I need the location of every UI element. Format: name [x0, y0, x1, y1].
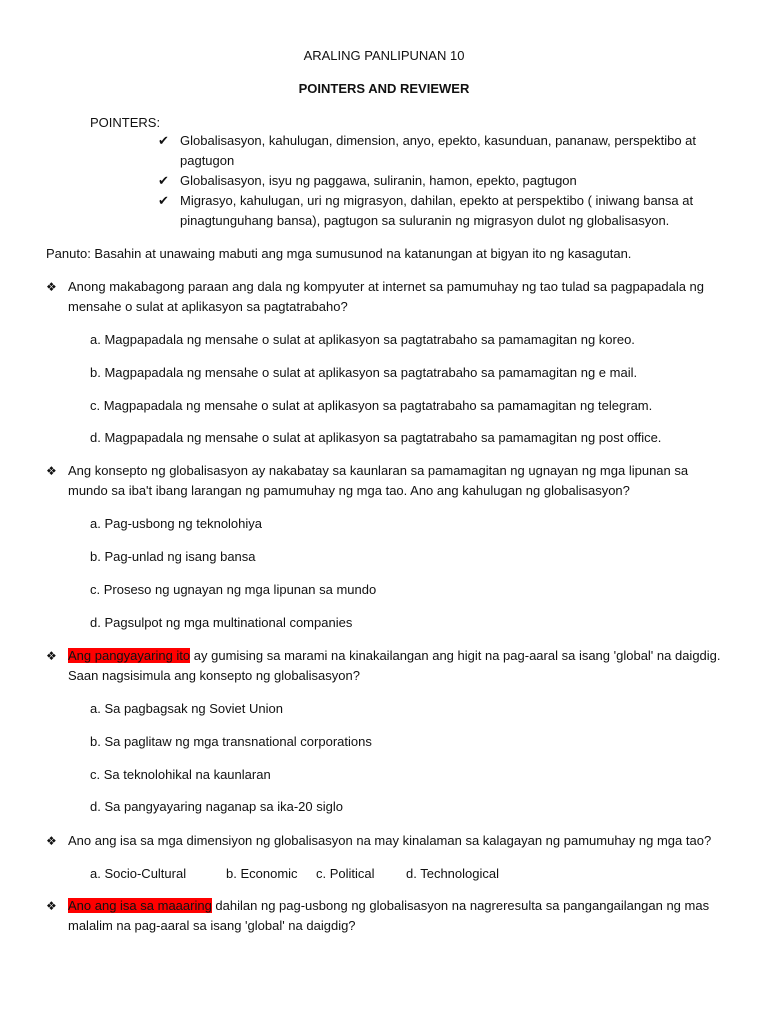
checkmark-icon: ✔	[158, 173, 169, 188]
answer-option: b. Magpapadala ng mensahe o sulat at aplikasyon sa pagtatrabaho sa pamamagitan ng e mail.	[90, 365, 638, 380]
question-text-rest: ay gumising sa marami na kinakailangan ang higit na pag-aaral sa isang 'global' na daigdig. Saan nagsisimula ang konsepto ng globalisasyon?	[68, 648, 721, 683]
answer-option: a. Pag-usbong ng teknolohiya	[90, 516, 263, 531]
answer-option: d. Magpapadala ng mensahe o sulat at aplikasyon sa pagtatrabaho sa pamamagitan ng post office.	[90, 430, 662, 445]
answer-option: d. Sa pangyayaring naganap sa ika-20 siglo	[90, 799, 343, 814]
answer-option: d. Pagsulpot ng mga multinational companies	[90, 615, 353, 630]
pointer-item-text: Migrasyo, kahulugan, uri ng migrasyon, dahilan, epekto at perspektibo ( iniwang bansa at pinagtunguhang bansa), pagtugon sa suluranin ng migrasyon dulot ng globalisasyon.	[180, 193, 694, 228]
highlighted-text: Ano ang isa sa maaaring	[68, 898, 212, 913]
answer-option: a. Magpapadala ng mensahe o sulat at aplikasyon sa pagtatrabaho sa pamamagitan ng koreo.	[90, 332, 635, 347]
subject-heading: ARALING PANLIPUNAN 10	[303, 48, 465, 63]
diamond-bullet-icon: ❖	[46, 464, 57, 478]
answer-option: b. Sa paglitaw ng mga transnational corporations	[90, 734, 372, 749]
pointer-item	[158, 191, 718, 231]
answer-option: c. Political	[316, 866, 375, 881]
pointer-item-text: Globalisasyon, isyu ng paggawa, suliranin, hamon, epekto, pagtugon	[180, 173, 577, 188]
pointer-item	[158, 171, 718, 191]
checkmark-icon: ✔	[158, 193, 169, 208]
question-text: Anong makabagong paraan ang dala ng kompyuter at internet sa pamumuhay ng tao tulad sa pagpapadala ng mensahe o sulat at aplikasyon sa pagtatrabaho?	[68, 279, 705, 314]
diamond-bullet-icon: ❖	[46, 649, 57, 663]
question-text	[68, 896, 726, 936]
question-text	[68, 646, 726, 686]
instructions: Panuto: Basahin at unawaing mabuti ang mga sumusunod na katanungan at bigyan ito ng kasagutan.	[46, 246, 632, 261]
diamond-bullet-icon: ❖	[46, 834, 57, 848]
pointers-label: POINTERS:	[90, 115, 161, 130]
question-text-rest: dahilan ng pag-usbong ng globalisasyon na nagreresulta sa pangangailangan ng mas malalim na pag-aaral sa isang 'global' na daigdig?	[68, 898, 710, 933]
pointer-item	[158, 131, 718, 171]
diamond-bullet-icon: ❖	[46, 280, 57, 294]
question-3	[46, 646, 726, 686]
question-2	[46, 461, 726, 501]
question-text: Ang konsepto ng globalisasyon ay nakabatay sa kaunlaran sa pamamagitan ng ugnayan ng mga lipunan sa mundo sa iba't ibang larangan ng pamumuhay ng mga tao. Ano ang kahulugan ng globalisasyon?	[68, 463, 689, 498]
question-5	[46, 896, 726, 936]
diamond-bullet-icon: ❖	[46, 899, 57, 913]
pointers-heading	[66, 113, 160, 133]
highlighted-text: Ang pangyayaring ito	[68, 648, 191, 663]
answer-option: a. Socio-Cultural	[90, 866, 187, 881]
answer-option: c. Sa teknolohikal na kaunlaran	[90, 767, 271, 782]
answer-option: b. Economic	[226, 866, 298, 881]
answer-option: d. Technological	[406, 866, 499, 881]
pointer-item-text: Globalisasyon, kahulugan, dimension, anyo, epekto, kasunduan, pananaw, perspektibo at pagtugon	[180, 133, 697, 168]
answer-option: b. Pag-unlad ng isang bansa	[90, 549, 256, 564]
answer-option: c. Magpapadala ng mensahe o sulat at aplikasyon sa pagtatrabaho sa pamamagitan ng telegram.	[90, 398, 653, 413]
answer-option: a. Sa pagbagsak ng Soviet Union	[90, 701, 283, 716]
question-text: Ano ang isa sa mga dimensiyon ng globalisasyon na may kinalaman sa kalagayan ng pamumuhay ng mga tao?	[68, 833, 712, 848]
question-4	[46, 831, 726, 851]
page-title: POINTERS AND REVIEWER	[298, 81, 470, 96]
answer-option: c. Proseso ng ugnayan ng mga lipunan sa mundo	[90, 582, 377, 597]
question-1	[46, 277, 726, 317]
checkmark-icon: ✔	[158, 133, 169, 148]
